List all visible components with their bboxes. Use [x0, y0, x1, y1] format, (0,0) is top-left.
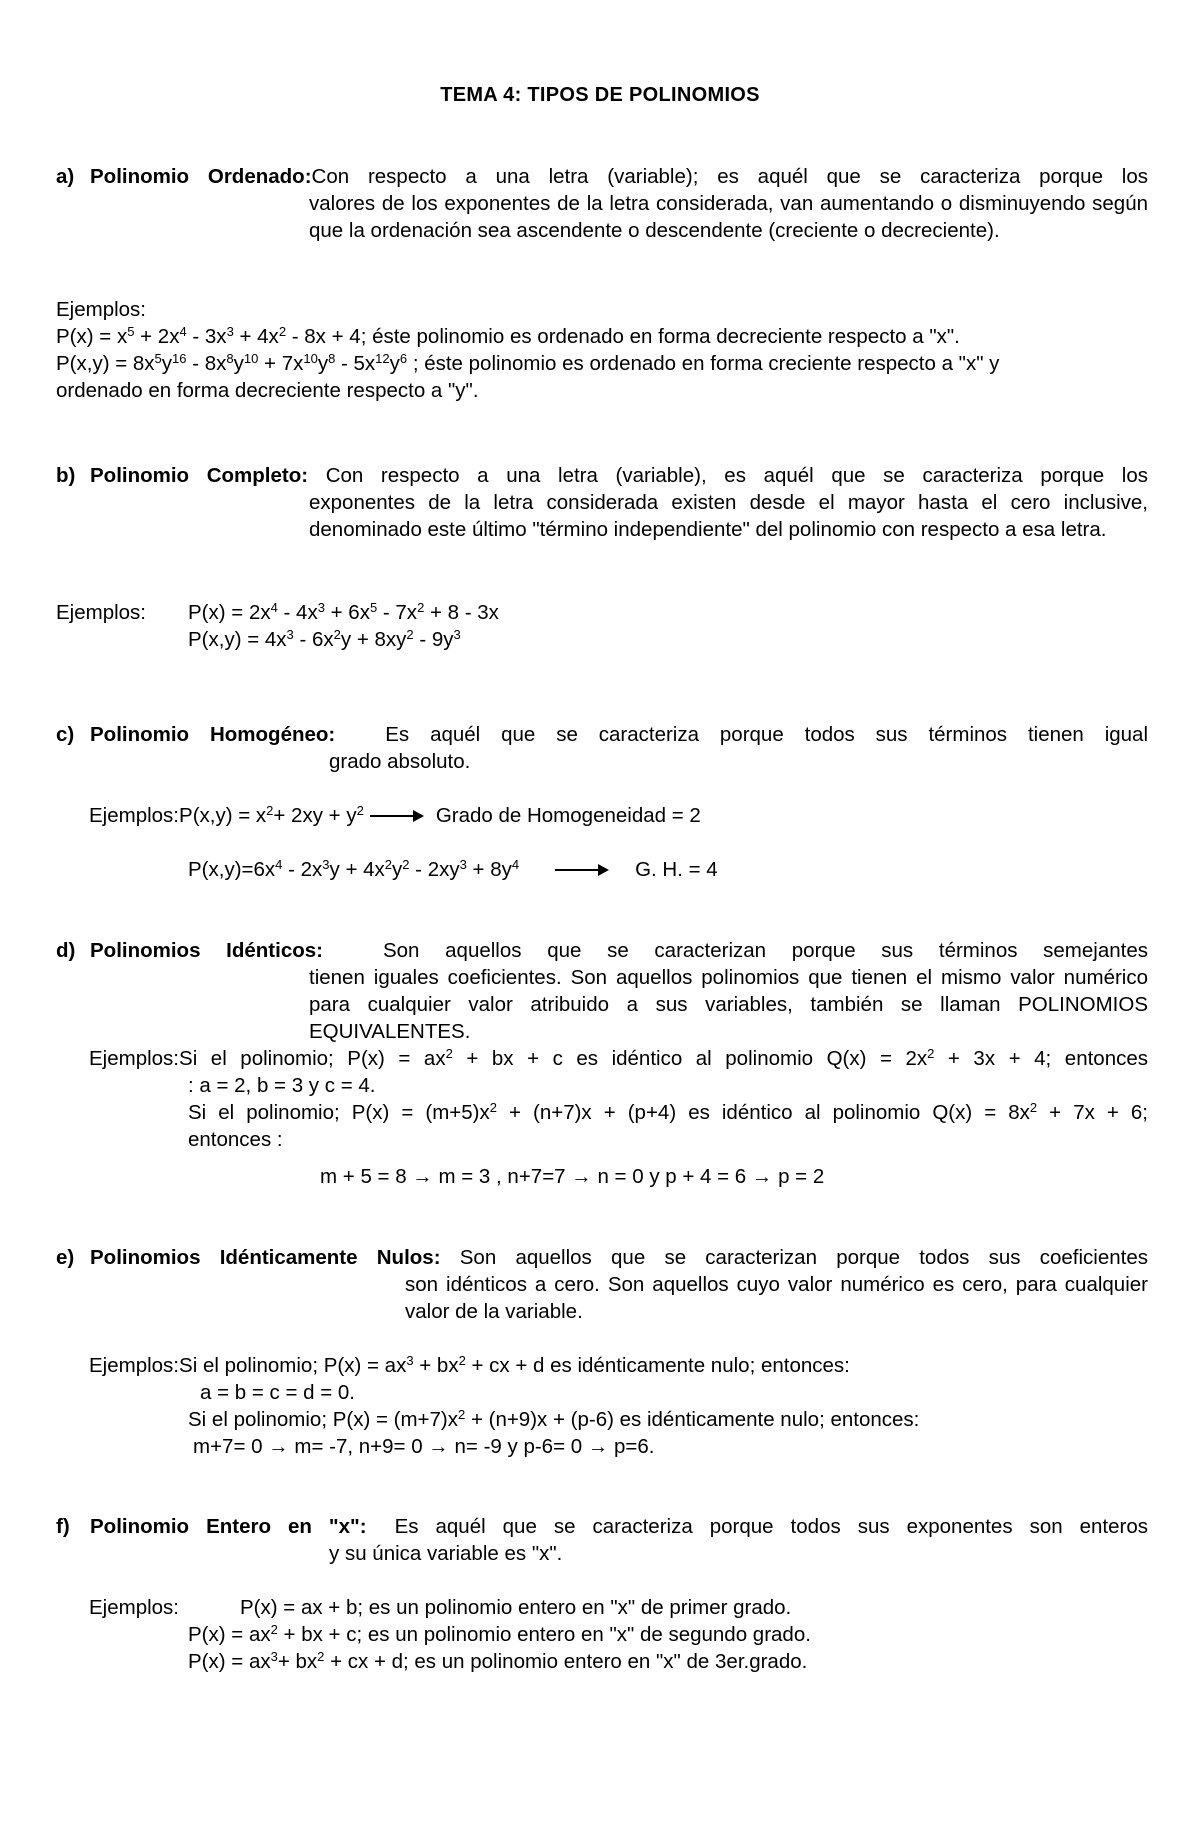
- examples-label: Ejemplos:: [56, 298, 147, 321]
- example-line: Ejemplos:Si el polinomio; $P(x) = ax^3 + bx^2$ + cx + d es idénticamente nulo; entonces:: [89, 1353, 850, 1377]
- section-e: [56, 1244, 1148, 1325]
- section-d: [56, 937, 1148, 1045]
- example-line: $P(x,y)=6x^4 - 2x^3y + 4x^2y^2 - 2xy^3 + 8y^4$ G. H. = 4: [188, 857, 718, 881]
- section-letter: c): [56, 723, 75, 746]
- section-a: [56, 163, 1148, 244]
- section-body: y su única variable es "x".: [329, 1542, 563, 1565]
- examples-label: Ejemplos:: [56, 601, 147, 624]
- example-line: $P(x) = x^5 + 2x^4 - 3x^3 + 4x^2 - 8x + 4$; éste polinomio es ordenado en forma decreciente respecto a "x".: [56, 324, 960, 348]
- example-line: $P(x) = ax^3+ bx^2$ + cx + d; es un polinomio entero en "x" de 3er.grado.: [188, 1649, 808, 1673]
- example-line: Ejemplos:P(x,y) = $x^2+ 2xy + y^2$ Grado de Homogeneidad = 2: [89, 803, 701, 827]
- section-body-first: Es aquél que se caracteriza porque todos sus exponentes son enteros: [394, 1515, 1148, 1538]
- example-line: Si el polinomio; $P(x) = (m+5)x^2 + (n+7)x + (p+4)$ es idéntico al polinomio $Q(x) = 8x^2 + 7x + 6$;: [188, 1100, 1148, 1124]
- arrow-icon: [370, 815, 422, 817]
- example-line: $P(x) = 2x^4 - 4x^3 + 6x^5 - 7x^2 + 8 - 3x$: [188, 600, 499, 624]
- example-line: $P(x,y) = 4x^3 - 6x^2y + 8xy^2 - 9y^3$: [188, 627, 461, 651]
- section-c: [56, 721, 1148, 775]
- section-body-first: Son aquellos que se caracterizan porque todos sus coeficientes: [459, 1246, 1148, 1269]
- example-line: ordenado en forma decreciente respecto a "y".: [56, 379, 479, 402]
- section-letter: e): [56, 1246, 75, 1269]
- section-body: valores de los exponentes de la letra considerada, van aumentando o disminuyendo según que la ordenación sea ascendente o descendente (creciente o decreciente).: [309, 192, 1148, 242]
- section-body-first: Con respecto a una letra (variable), es aquél que se caracteriza porque los: [325, 464, 1148, 487]
- example-solution: m + 5 = 8 → m = 3 , n+7=7 → n = 0 y p + 4 = 6 → p = 2: [320, 1165, 825, 1188]
- examples-label: Ejemplos:: [89, 1596, 180, 1619]
- section-label: Polinomio Homogéneo:: [90, 723, 336, 746]
- example-line: entonces :: [188, 1128, 283, 1151]
- section-label: Polinomio Completo:: [90, 464, 309, 487]
- section-first-line: [90, 721, 1148, 748]
- section-f: [56, 1513, 1148, 1567]
- section-first-line: [90, 937, 1148, 964]
- section-label: Polinomio Ordenado:: [90, 165, 312, 188]
- section-first-line: [90, 1513, 1148, 1540]
- section-body: son idénticos a cero. Son aquellos cuyo valor numérico es cero, para cualquier valor de la variable.: [405, 1273, 1148, 1323]
- section-first-line: [90, 462, 1148, 489]
- section-letter: a): [56, 165, 75, 188]
- section-letter: d): [56, 939, 76, 962]
- section-letter: f): [56, 1515, 70, 1538]
- section-body: exponentes de la letra considerada existen desde el mayor hasta el cero inclusive, denominado este último "término independiente" del polinomio con respecto a esa letra.: [309, 491, 1148, 541]
- section-first-line: [90, 1244, 1148, 1271]
- section-body-first: Es aquél que se caracteriza porque todos sus términos tienen igual: [385, 723, 1149, 746]
- page-title: TEMA 4: TIPOS DE POLINOMIOS: [440, 84, 760, 106]
- example-line: $P(x) = ax^2$ + bx + c; es un polinomio entero en "x" de segundo grado.: [188, 1622, 811, 1646]
- example-line: P(x) = ax + b; es un polinomio entero en "x" de primer grado.: [240, 1596, 792, 1619]
- example-line: Si el polinomio; $P(x) = (m+7)x^2 + (n+9)x + (p-6)$ es idénticamente nulo; entonces:: [188, 1407, 920, 1431]
- section-label: Polinomios Idénticos:: [90, 939, 323, 962]
- section-b: [56, 462, 1148, 543]
- section-label: Polinomio Entero en "x":: [90, 1515, 367, 1538]
- section-label: Polinomios Idénticamente Nulos:: [90, 1246, 441, 1269]
- example-line: a = b = c = d = 0.: [200, 1381, 356, 1404]
- arrow-icon: [555, 869, 607, 871]
- example-line: Ejemplos:Si el polinomio; $P(x) = ax^2$ + bx + c es idéntico al polinomio $Q(x) = 2x^2 + 3x + 4$; entonces: [89, 1046, 1148, 1070]
- example-line: : a = 2, b = 3 y c = 4.: [188, 1074, 376, 1097]
- example-solution: m+7= 0 → m= -7, n+9= 0 → n= -9 y p-6= 0 → p=6.: [193, 1435, 655, 1458]
- section-body: tienen iguales coeficientes. Son aquellos polinomios que tienen el mismo valor numérico para cualquier valor atribuido a sus variables, también se llaman POLINOMIOS EQUIVALENTES.: [309, 966, 1148, 1043]
- section-body: grado absoluto.: [329, 750, 471, 773]
- section-body-first: Son aquellos que se caracterizan porque sus términos semejantes: [382, 939, 1148, 962]
- section-letter: b): [56, 464, 76, 487]
- example-line: $P(x,y) = 8x^5y^{16} - 8x^8y^{10} + 7x^{10}y^8 - 5x^{12}y^6$ ; éste polinomio es ordenado en forma creciente respecto a "x" y: [56, 351, 1000, 375]
- section-body-first: Con respecto a una letra (variable); es aquél que se caracteriza porque los: [311, 165, 1148, 188]
- section-first-line: [90, 163, 1148, 190]
